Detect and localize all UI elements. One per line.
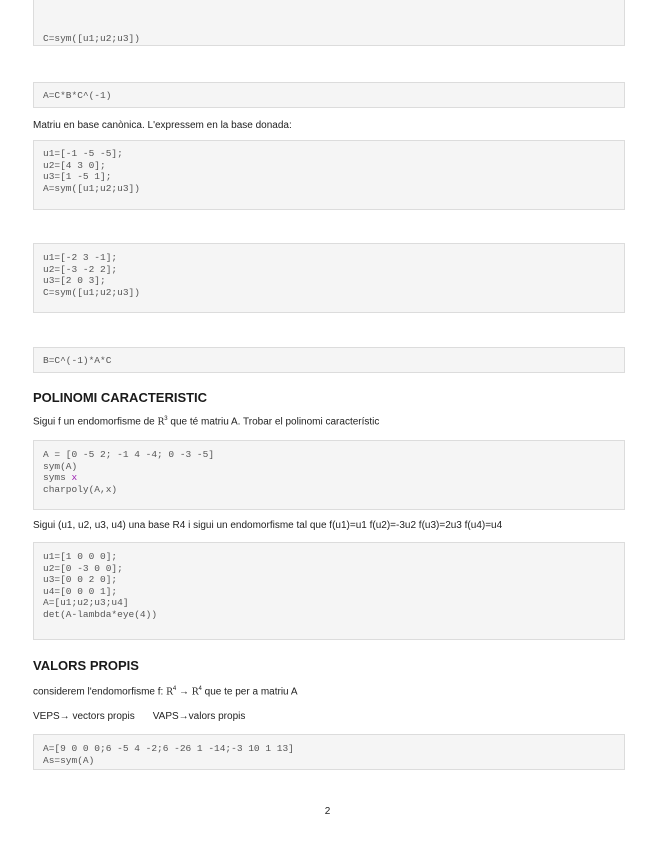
code-block-1	[33, 0, 625, 46]
code-line: u3=[2 0 3];	[43, 275, 106, 287]
page-number: 2	[324, 806, 331, 817]
real-numbers-symbol: R	[157, 417, 165, 428]
paragraph-text: Sigui f un endomorfisme de	[33, 416, 158, 428]
code-line: u1=[1 0 0 0];	[43, 551, 118, 562]
code-block-5	[33, 347, 625, 373]
veps-label: VEPS→ vectors propis	[33, 711, 135, 722]
code-line: charpoly(A,x)	[43, 483, 118, 495]
superscript: 4	[198, 686, 202, 692]
section-heading: POLINOMI CARACTERISTIC	[33, 390, 208, 405]
code-line: u2=[-3 -2 2];	[43, 263, 118, 275]
code-block-4	[33, 243, 625, 313]
code-line: A=C*B*C^(-1)	[43, 90, 112, 101]
paragraph: Sigui (u1, u2, u3, u4) una base R4 i sigui un endomorfisme tal que f(u1)=u1 f(u2)=-3u2 f(u3)=2u3 f(u4)=u4	[33, 520, 503, 531]
code-block-3	[33, 140, 625, 210]
paragraph	[33, 686, 298, 697]
paragraph-text: que te per a matriu A	[201, 686, 298, 698]
paragraph	[33, 711, 245, 722]
code-line: A=[9 0 0 0;6 -5 4 -2;6 -26 1 -14;-3 10 1 13]	[43, 743, 294, 754]
section-heading: VALORS PROPIS	[33, 658, 139, 673]
code-line: u2=[4 3 0];	[43, 159, 106, 171]
code-line: C=sym([u1;u2;u3])	[43, 33, 140, 44]
code-variable: x	[71, 472, 78, 484]
code-line: A=[u1;u2;u3;u4]	[43, 597, 129, 609]
code-line: u3=[0 0 2 0];	[43, 574, 118, 586]
superscript: 3	[164, 416, 168, 422]
code-line: C=sym([u1;u2;u3])	[43, 286, 140, 298]
paragraph	[33, 416, 379, 427]
paragraph-text: que té matriu A. Trobar el polinomi característic	[167, 416, 380, 428]
code-block-6	[33, 440, 625, 510]
code-line: sym(A)	[43, 460, 78, 472]
code-line: u3=[1 -5 1];	[43, 171, 112, 183]
code-line: A=sym([u1;u2;u3])	[43, 182, 140, 194]
real-numbers-symbol: R	[191, 687, 199, 698]
arrow-symbol: →	[176, 686, 192, 698]
code-block-7	[33, 542, 625, 640]
code-line	[43, 472, 615, 484]
code-line: u2=[0 -3 0 0];	[43, 562, 123, 574]
code-line: u1=[-2 3 -1];	[43, 252, 118, 263]
real-numbers-symbol: R	[166, 687, 173, 698]
code-line: B=C^(-1)*A*C	[43, 355, 112, 366]
paragraph: Matriu en base canònica. L'expressem en la base donada:	[33, 120, 292, 131]
code-line: A = [0 -5 2; -1 4 -4; 0 -3 -5]	[43, 449, 215, 460]
paragraph-text: considerem l'endomorfisme f:	[33, 686, 167, 698]
vaps-label: VAPS→valors propis	[152, 711, 246, 722]
code-line: As=sym(A)	[43, 754, 95, 766]
code-line: u1=[-1 -5 -5];	[43, 148, 123, 159]
code-line: u4=[0 0 0 1];	[43, 585, 118, 597]
superscript: 4	[172, 686, 177, 692]
code-block-8	[33, 734, 625, 770]
code-keyword: syms	[43, 472, 72, 484]
code-block-2	[33, 82, 625, 108]
code-line: det(A-lambda*eye(4))	[43, 608, 158, 620]
